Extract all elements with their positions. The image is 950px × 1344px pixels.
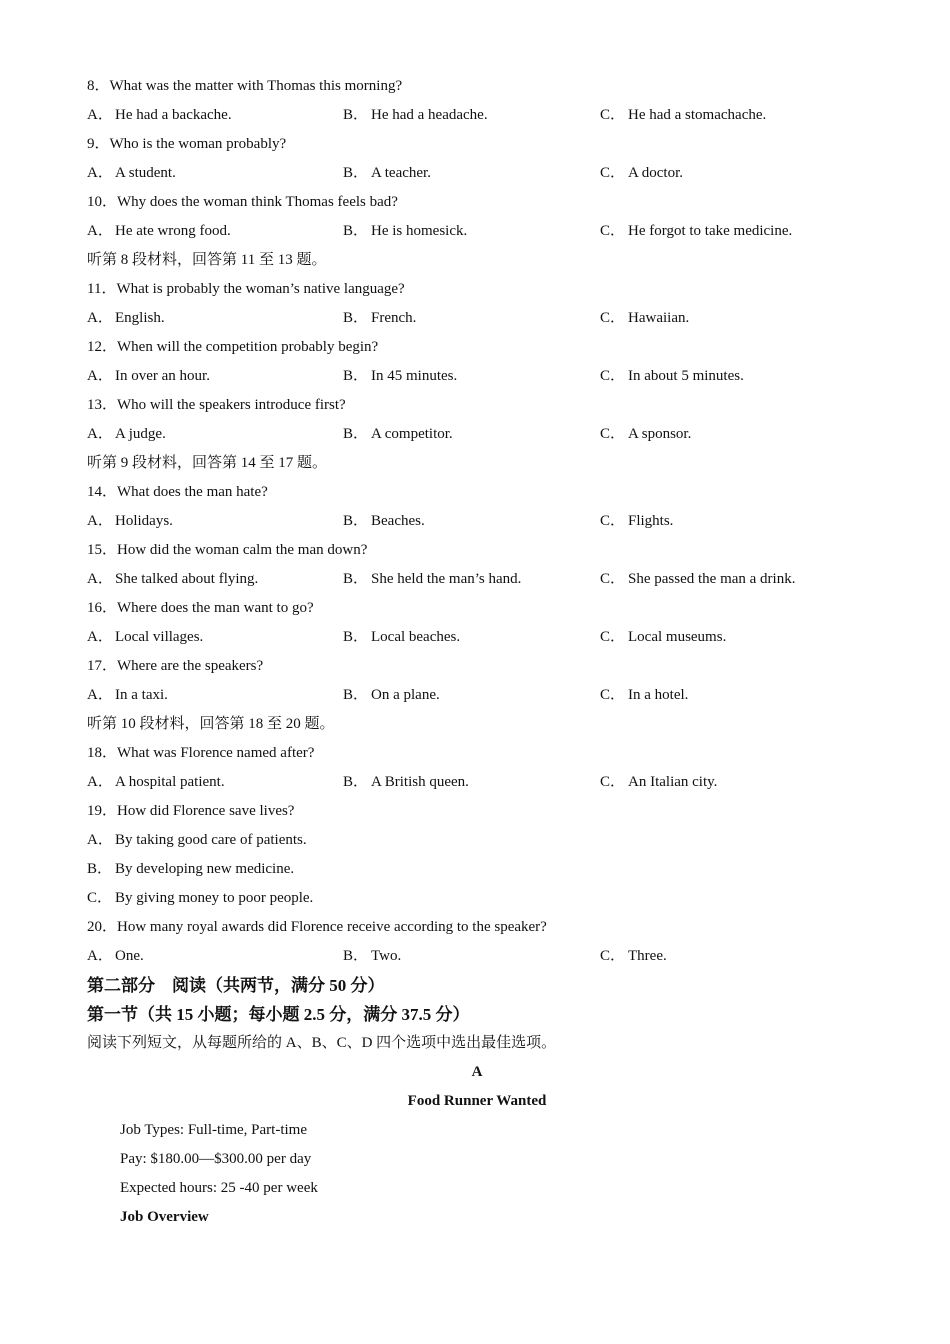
- option-text: He had a headache.: [371, 107, 488, 123]
- option-letter: C．: [600, 687, 626, 703]
- options-row: [87, 159, 867, 188]
- option-a: [87, 304, 165, 333]
- question: [87, 478, 867, 507]
- question-number: 15．: [87, 542, 118, 558]
- option-text: Local beaches.: [371, 629, 461, 645]
- option-text: On a plane.: [371, 687, 440, 703]
- option-letter: C．: [600, 107, 626, 123]
- option-letter: C．: [600, 310, 626, 326]
- option-letter: C．: [600, 948, 626, 964]
- options-row: [87, 623, 867, 652]
- option-text: By developing new medicine.: [115, 861, 295, 877]
- options-row: [87, 565, 867, 594]
- options-row: [87, 507, 867, 536]
- option-c: [600, 942, 667, 971]
- option-letter: B．: [343, 948, 369, 964]
- option-text: Beaches.: [371, 513, 425, 529]
- reading-instructions: 阅读下列短文，从每题所给的 A、B、C、D 四个选项中选出最佳选项。: [87, 1035, 557, 1051]
- option-letter: A．: [87, 948, 113, 964]
- part2-heading: 第二部分 阅读（共两节，满分 50 分）: [87, 976, 385, 995]
- question-number: 12．: [87, 339, 118, 355]
- option-letter: B．: [343, 774, 369, 790]
- option-b: [343, 565, 521, 594]
- question-number: 8．: [87, 78, 110, 94]
- option-text: A judge.: [115, 426, 166, 442]
- option-a: [87, 362, 210, 391]
- question-text: How many royal awards did Florence receive according to the speaker?: [117, 919, 547, 935]
- option-letter: A．: [87, 223, 113, 239]
- option-letter: B．: [343, 571, 369, 587]
- option-text: In a hotel.: [628, 687, 689, 703]
- option-text: A doctor.: [628, 165, 683, 181]
- option-letter: A．: [87, 310, 113, 326]
- option-c: [600, 768, 717, 797]
- question-number: 11．: [87, 281, 117, 297]
- question-text: How did the woman calm the man down?: [117, 542, 368, 558]
- section-note: 听第 9 段材料，回答第 14 至 17 题。: [87, 455, 328, 471]
- option-letter: B．: [343, 687, 369, 703]
- question-text: What was Florence named after?: [117, 745, 315, 761]
- section-note: 听第 8 段材料，回答第 11 至 13 题。: [87, 252, 327, 268]
- option-single: [87, 855, 867, 884]
- option-text: By giving money to poor people.: [115, 890, 314, 906]
- option-text: Three.: [628, 948, 667, 964]
- listening-questions: [87, 72, 867, 971]
- question: [87, 72, 867, 101]
- option-letter: C．: [600, 223, 626, 239]
- question-number: 19．: [87, 803, 118, 819]
- passage-label: A: [471, 1064, 483, 1080]
- options-row: [87, 681, 867, 710]
- question-text: When will the competition probably begin?: [117, 339, 379, 355]
- option-c: [600, 362, 744, 391]
- option-text: She talked about flying.: [115, 571, 259, 587]
- option-text: She held the man’s hand.: [371, 571, 522, 587]
- option-text: In over an hour.: [115, 368, 210, 384]
- option-c: [600, 217, 792, 246]
- option-c: [600, 681, 688, 710]
- option-letter: A．: [87, 107, 113, 123]
- option-b: [343, 101, 488, 130]
- job-overview-heading: Job Overview: [120, 1209, 209, 1225]
- exam-page: [87, 72, 867, 1232]
- option-a: [87, 101, 232, 130]
- options-row: [87, 304, 867, 333]
- option-letter: A．: [87, 165, 113, 181]
- option-c: [600, 159, 683, 188]
- option-text: Hawaiian.: [628, 310, 690, 326]
- job-types: Job Types: Full-time, Part-time: [120, 1122, 307, 1138]
- options-row: [87, 768, 867, 797]
- option-letter: A．: [87, 513, 113, 529]
- question-number: 16．: [87, 600, 118, 616]
- option-b: [343, 768, 469, 797]
- question: [87, 536, 867, 565]
- option-letter: C．: [87, 890, 113, 906]
- question-text: What is probably the woman’s native language?: [116, 281, 405, 297]
- options-row: [87, 362, 867, 391]
- question: [87, 391, 867, 420]
- question-text: Where are the speakers?: [117, 658, 264, 674]
- options-row: [87, 101, 867, 130]
- option-letter: A．: [87, 687, 113, 703]
- option-text: He forgot to take medicine.: [628, 223, 793, 239]
- option-letter: A．: [87, 774, 113, 790]
- question: [87, 652, 867, 681]
- option-text: By taking good care of patients.: [115, 832, 307, 848]
- option-c: [600, 101, 766, 130]
- option-letter: B．: [343, 165, 369, 181]
- options-row: [87, 942, 867, 971]
- option-text: A British queen.: [371, 774, 469, 790]
- section-note: 听第 10 段材料，回答第 18 至 20 题。: [87, 716, 335, 732]
- option-text: An Italian city.: [628, 774, 718, 790]
- option-letter: A．: [87, 368, 113, 384]
- option-letter: B．: [87, 861, 113, 877]
- question-number: 14．: [87, 484, 118, 500]
- option-c: [600, 623, 726, 652]
- option-text: Two.: [371, 948, 402, 964]
- question: [87, 913, 867, 942]
- question-text: Where does the man want to go?: [117, 600, 314, 616]
- option-letter: C．: [600, 368, 626, 384]
- option-b: [343, 362, 457, 391]
- option-text: Local museums.: [628, 629, 727, 645]
- option-text: He had a stomachache.: [628, 107, 767, 123]
- option-text: A teacher.: [371, 165, 431, 181]
- option-c: [600, 304, 689, 333]
- option-text: A competitor.: [371, 426, 453, 442]
- option-letter: A．: [87, 629, 113, 645]
- option-a: [87, 768, 225, 797]
- question-number: 10．: [87, 194, 118, 210]
- question: [87, 275, 867, 304]
- option-b: [343, 623, 460, 652]
- option-letter: C．: [600, 426, 626, 442]
- passage-title: Food Runner Wanted: [407, 1093, 547, 1109]
- option-letter: B．: [343, 513, 369, 529]
- option-letter: C．: [600, 774, 626, 790]
- option-letter: C．: [600, 571, 626, 587]
- question: [87, 130, 867, 159]
- question-text: What does the man hate?: [117, 484, 268, 500]
- question-text: How did Florence save lives?: [117, 803, 295, 819]
- question: [87, 797, 867, 826]
- option-single: [87, 826, 867, 855]
- option-letter: C．: [600, 165, 626, 181]
- option-text: Flights.: [628, 513, 674, 529]
- job-hours: Expected hours: 25 -40 per week: [120, 1180, 318, 1196]
- question-text: Who is the woman probably?: [109, 136, 287, 152]
- option-a: [87, 681, 168, 710]
- option-letter: C．: [600, 629, 626, 645]
- option-text: A student.: [115, 165, 176, 181]
- options-row: [87, 420, 867, 449]
- option-b: [343, 420, 453, 449]
- question: [87, 594, 867, 623]
- option-letter: B．: [343, 368, 369, 384]
- question: [87, 188, 867, 217]
- option-text: He is homesick.: [371, 223, 468, 239]
- option-a: [87, 565, 258, 594]
- question-text: What was the matter with Thomas this morning?: [109, 78, 403, 94]
- question-text: Why does the woman think Thomas feels bad?: [117, 194, 398, 210]
- options-row: [87, 217, 867, 246]
- option-text: She passed the man a drink.: [628, 571, 796, 587]
- option-text: In about 5 minutes.: [628, 368, 744, 384]
- option-b: [343, 942, 401, 971]
- option-b: [343, 681, 440, 710]
- option-text: In a taxi.: [115, 687, 168, 703]
- option-letter: B．: [343, 107, 369, 123]
- option-text: French.: [371, 310, 417, 326]
- option-a: [87, 623, 203, 652]
- section1-heading: 第一节（共 15 小题；每小题 2.5 分，满分 37.5 分）: [87, 1005, 470, 1024]
- option-b: [343, 217, 467, 246]
- question-number: 13．: [87, 397, 118, 413]
- option-a: [87, 217, 231, 246]
- option-letter: B．: [343, 310, 369, 326]
- option-a: [87, 420, 166, 449]
- option-text: He ate wrong food.: [115, 223, 231, 239]
- option-letter: B．: [343, 223, 369, 239]
- option-c: [600, 565, 795, 594]
- option-text: In 45 minutes.: [371, 368, 458, 384]
- option-a: [87, 942, 144, 971]
- option-text: English.: [115, 310, 165, 326]
- option-text: Local villages.: [115, 629, 204, 645]
- option-text: He had a backache.: [115, 107, 232, 123]
- option-text: One.: [115, 948, 144, 964]
- question: [87, 333, 867, 362]
- option-text: A hospital patient.: [115, 774, 225, 790]
- question-number: 20．: [87, 919, 118, 935]
- option-c: [600, 507, 673, 536]
- option-letter: A．: [87, 426, 113, 442]
- question: [87, 739, 867, 768]
- question-number: 9．: [87, 136, 110, 152]
- option-text: Holidays.: [115, 513, 173, 529]
- option-single: [87, 884, 867, 913]
- option-b: [343, 304, 416, 333]
- option-text: A sponsor.: [628, 426, 692, 442]
- option-letter: A．: [87, 832, 113, 848]
- option-a: [87, 159, 176, 188]
- question-number: 18．: [87, 745, 118, 761]
- option-letter: B．: [343, 629, 369, 645]
- option-letter: B．: [343, 426, 369, 442]
- option-b: [343, 507, 425, 536]
- question-number: 17．: [87, 658, 118, 674]
- option-c: [600, 420, 691, 449]
- option-letter: C．: [600, 513, 626, 529]
- option-letter: A．: [87, 571, 113, 587]
- job-pay: Pay: $180.00—$300.00 per day: [120, 1151, 312, 1167]
- question-text: Who will the speakers introduce first?: [117, 397, 346, 413]
- option-b: [343, 159, 431, 188]
- option-a: [87, 507, 173, 536]
